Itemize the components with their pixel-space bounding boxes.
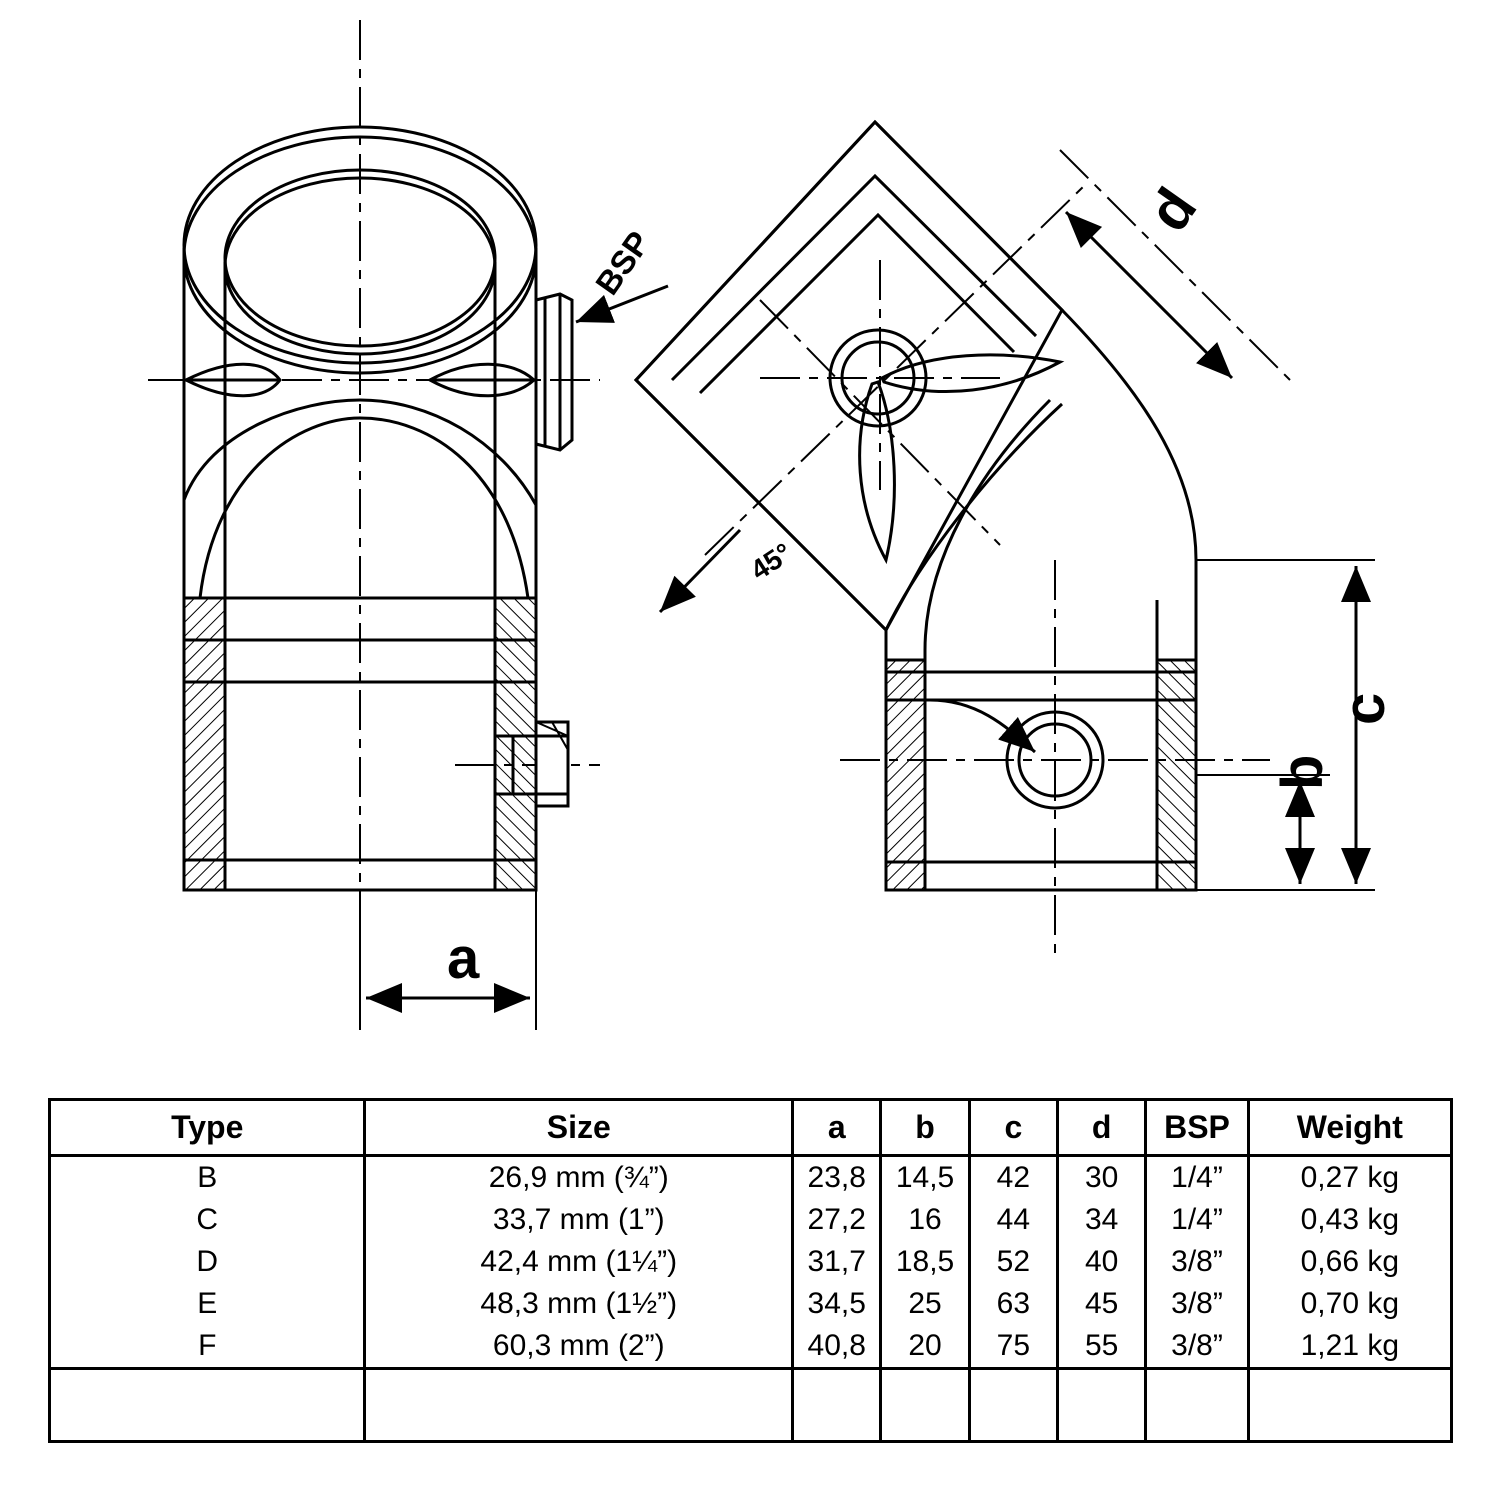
cell-c: 63 xyxy=(969,1283,1057,1325)
cell-bsp: 3/8” xyxy=(1146,1283,1248,1325)
cell-a: 31,7 xyxy=(793,1241,881,1283)
front-view xyxy=(148,20,668,1030)
cell-d: 40 xyxy=(1058,1241,1146,1283)
table-header-row xyxy=(50,1100,1452,1156)
cell-type: C xyxy=(50,1199,365,1241)
cell-size: 60,3 mm (2”) xyxy=(365,1325,793,1369)
cell-d: 55 xyxy=(1058,1325,1146,1369)
cell-bsp: 1/4” xyxy=(1146,1156,1248,1200)
dimension-label-d: d xyxy=(1135,176,1210,243)
cell-weight: 0,70 kg xyxy=(1248,1283,1451,1325)
angle-label: 45° xyxy=(745,536,798,586)
cell-d: 34 xyxy=(1058,1199,1146,1241)
cell-c: 44 xyxy=(969,1199,1057,1241)
cell-size: 33,7 mm (1”) xyxy=(365,1199,793,1241)
cell-a: 23,8 xyxy=(793,1156,881,1200)
cell-b: 18,5 xyxy=(881,1241,969,1283)
col-header-a: a xyxy=(793,1100,881,1156)
table-row xyxy=(50,1325,1452,1369)
cell-weight: 0,66 kg xyxy=(1248,1241,1451,1283)
table-row xyxy=(50,1241,1452,1283)
spec-table xyxy=(48,1098,1453,1443)
cell-c: 42 xyxy=(969,1156,1057,1200)
cell-d: 30 xyxy=(1058,1156,1146,1200)
cell-b: 14,5 xyxy=(881,1156,969,1200)
cell-bsp: 3/8” xyxy=(1146,1325,1248,1369)
cell-size: 48,3 mm (1½”) xyxy=(365,1283,793,1325)
cell-type: B xyxy=(50,1156,365,1200)
cell-c: 52 xyxy=(969,1241,1057,1283)
cell-c: 75 xyxy=(969,1325,1057,1369)
cell-a: 40,8 xyxy=(793,1325,881,1369)
cell-type: F xyxy=(50,1325,365,1369)
table-row xyxy=(50,1199,1452,1241)
cell-b: 16 xyxy=(881,1199,969,1241)
elbow-view xyxy=(636,122,1375,960)
col-header-c: c xyxy=(969,1100,1057,1156)
col-header-weight: Weight xyxy=(1248,1100,1451,1156)
specification-table xyxy=(48,1098,1453,1443)
cell-bsp: 3/8” xyxy=(1146,1241,1248,1283)
table-filler-row xyxy=(50,1369,1452,1442)
cell-b: 20 xyxy=(881,1325,969,1369)
col-header-d: d xyxy=(1058,1100,1146,1156)
dimension-label-a: a xyxy=(447,926,480,991)
table-row xyxy=(50,1283,1452,1325)
bsp-callout-label: BSP xyxy=(588,224,658,302)
cell-size: 26,9 mm (¾”) xyxy=(365,1156,793,1200)
col-header-b: b xyxy=(881,1100,969,1156)
cell-weight: 0,27 kg xyxy=(1248,1156,1451,1200)
cell-a: 27,2 xyxy=(793,1199,881,1241)
table-row xyxy=(50,1156,1452,1200)
cell-type: E xyxy=(50,1283,365,1325)
cell-type: D xyxy=(50,1241,365,1283)
cell-size: 42,4 mm (1¼”) xyxy=(365,1241,793,1283)
cell-weight: 0,43 kg xyxy=(1248,1199,1451,1241)
col-header-size: Size xyxy=(365,1100,793,1156)
cell-b: 25 xyxy=(881,1283,969,1325)
cell-a: 34,5 xyxy=(793,1283,881,1325)
col-header-bsp: BSP xyxy=(1146,1100,1248,1156)
dimension-label-c: c xyxy=(1332,692,1397,725)
dimension-label-b: b xyxy=(1270,754,1335,790)
cell-d: 45 xyxy=(1058,1283,1146,1325)
col-header-type: Type xyxy=(50,1100,365,1156)
cell-weight: 1,21 kg xyxy=(1248,1325,1451,1369)
cell-bsp: 1/4” xyxy=(1146,1199,1248,1241)
